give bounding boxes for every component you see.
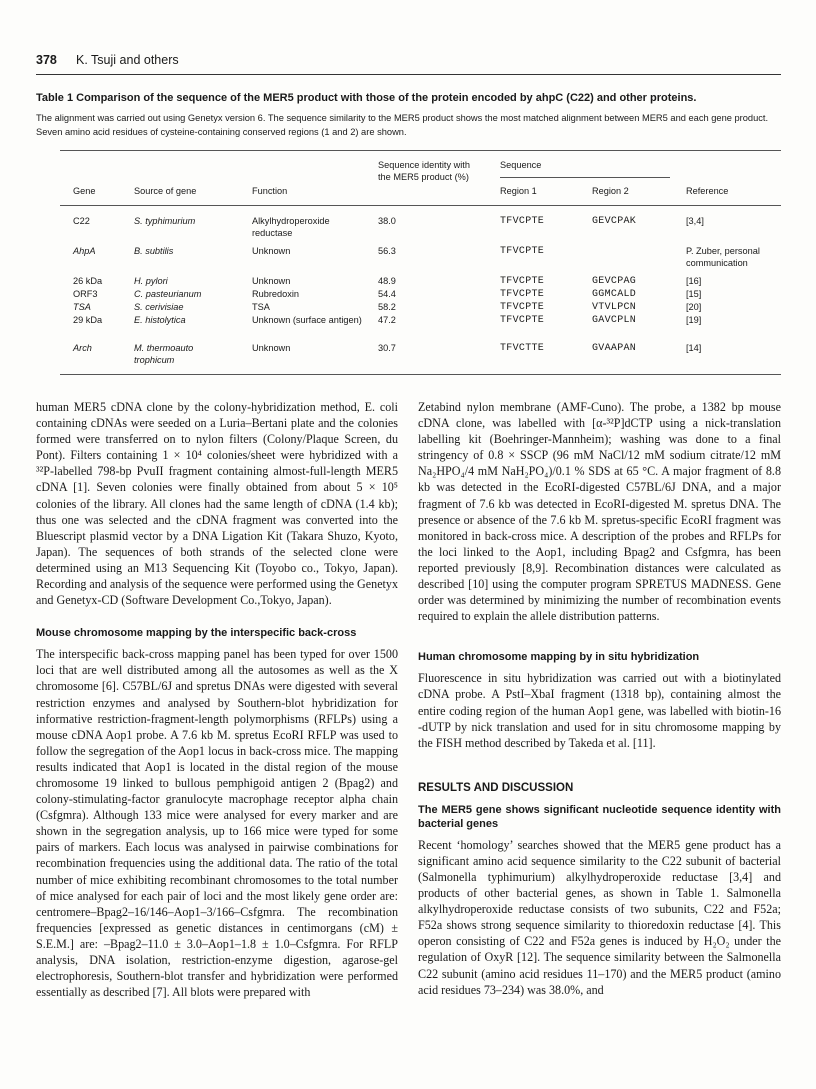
running-head: K. Tsuji and others (76, 53, 179, 67)
row-region2: GEVCPAK (592, 216, 637, 227)
col-header-gene: Gene (73, 186, 96, 196)
row-region1: TFVCPTE (500, 315, 545, 326)
table-top-rule (60, 150, 781, 151)
row-function: Unknown (252, 246, 291, 256)
row-identity: 30.7 (378, 343, 396, 353)
row-reference: [14] (686, 343, 702, 353)
row-source: M. thermoauto trophicum (134, 343, 194, 365)
row-identity: 56.3 (378, 246, 396, 256)
row-reference: [3,4] (686, 216, 704, 226)
row-function: TSA (252, 302, 270, 312)
row-reference: [20] (686, 302, 702, 312)
row-function: Alkylhydroperoxide reductase (252, 216, 330, 238)
row-region1: TFVCPTE (500, 289, 545, 300)
row-identity: 38.0 (378, 216, 396, 226)
table-bottom-rule (60, 374, 781, 375)
col-header-function: Function (252, 186, 288, 196)
row-region2: GGMCALD (592, 289, 637, 300)
row-identity: 58.2 (378, 302, 396, 312)
row-region2: GVAAPAN (592, 343, 637, 354)
row-region2: VTVLPCN (592, 302, 637, 313)
col-header-region2: Region 2 (592, 186, 629, 196)
body-paragraph: Recent ‘homology’ searches showed that the MER5 gene product has a significant amino acid sequence similarity to the C22 subunit of bacterial (Salmonella typhimurium) alkylhydroperoxide reductase [3,4] and products of other bacterial genes, as shown in Table 1. Salmonella alkylhydroperoxide reductase consists of two subunits, C22 and F52a; F52a shows strong sequence similarity to thioredoxin reductase [4]. This operon consisting of C22 and F52a genes is induced by H₂O₂ under the regulation of OxyR [12]. The sequence similarity between the Salmonella C22 subunit (amino acid residues 11–170) and the MER5 product (amino acid residues 73–234) was 38.0%, and (418, 837, 781, 997)
table-note: The alignment was carried out using Genetyx version 6. The sequence similarity to the MER5 product shows the most matched alignment between MER5 and each gene product. Seven amino acid residues of cysteine-containing conserved regions (1 and 2) are shown. (36, 113, 769, 137)
row-reference: [19] (686, 315, 702, 325)
body-paragraph: Zetabind nylon membrane (AMF-Cuno). The probe, a 1382 bp mouse cDNA clone, was labelled with [α-³²P]dCTP using a nick-translation labelling kit (Boehringer-Mannheim); washing was done to a final stringency of 0.8 × SSCP (96 mM NaCl/12 mM sodium citrate/12 mM Na₂HPO₄/4 mM NaH₂PO₄)/0.1 % SDS at 65 °C. A major fragment of 8.8 kb was detected in the EcoRI-digested C57BL/6J DNA, and a major fragment of 7.6 kb was detected in EcoRI-digested M. spretus DNA. The presence or absence of the 7.6 kb M. spretus-specific EcoRI fragment was monitored in back-cross mice. A description of the probes and RFLPs for the loci linked to the Aop1, including Bpag2 and Csfgmra, has been reported previously [8,9]. Recombination distances were calculated as described [10] using the computer program SPRETUS MADNESS. Gene order was determined by minimizing the number of recombination events required to explain the allele distribution patterns. (418, 400, 781, 624)
table-header-rule (60, 205, 781, 206)
col-header-sequence: Sequence (500, 160, 542, 170)
row-gene: 26 kDa (73, 276, 103, 286)
row-gene: AhpA (73, 246, 96, 256)
row-reference: [15] (686, 289, 702, 299)
subsection-heading: The MER5 gene shows significant nucleotide sequence identity with bacterial genes (418, 803, 781, 830)
row-reference: [16] (686, 276, 702, 286)
row-region1: TFVCTTE (500, 343, 545, 354)
right-column (418, 399, 781, 998)
row-reference: P. Zuber, personal communication (686, 246, 760, 268)
row-source: S. cerivisiae (134, 302, 184, 312)
row-function: Unknown (252, 343, 291, 353)
row-region1: TFVCPTE (500, 216, 545, 227)
row-gene: Arch (73, 343, 92, 353)
table-caption: Table 1 Comparison of the sequence of the MER5 product with those of the protein encoded by ahpC (C22) and other proteins. (36, 92, 697, 104)
row-identity: 47.2 (378, 315, 396, 325)
row-region1: TFVCPTE (500, 246, 545, 257)
section-heading: Human chromosome mapping by in situ hybridization (418, 651, 700, 664)
row-region1: TFVCPTE (500, 302, 545, 313)
col-header-reference: Reference (686, 186, 729, 196)
row-source: C. pasteurianum (134, 289, 202, 299)
page-number: 378 (36, 53, 57, 67)
row-region2: GAVCPLN (592, 315, 637, 326)
body-paragraph: Fluorescence in situ hybridization was carried out with a biotinylated cDNA probe. A PstI–XbaI fragment (1318 bp), containing almost the entire coding region of the human Aop1 gene, was labelled with biotin-16 -dUTP by nick translation and used for in situ chromosome mapping by the FISH method described by Takeda et al. [11]. (418, 671, 781, 750)
row-source: B. subtilis (134, 246, 174, 256)
row-gene: 29 kDa (73, 315, 103, 325)
row-region2: GEVCPAG (592, 276, 637, 287)
row-source: E. histolytica (134, 315, 186, 325)
body-paragraph: human MER5 cDNA clone by the colony-hybridization method, E. coli containing cDNAs were seeded on a Luria–Bertani plate and the colonies formed were transferred on to nylon filters (Colony/Plaque Screen, du Pont). Filters containing 1 × 10⁴ colonies/sheet were hybridized with a ³²P-labelled 798-bp PvuII fragment containing almost-full-length MER5 cDNA [1]. Seven colonies were finally obtained from about 5 × 10⁵ colonies of the library. All clones had the same length of cDNA (1.4 kb); thus one was selected and the cDNA fragment was converted into the Bluescript plasmid vector by a DNA Ligation Kit (Takara Shuzo, Kyoto, Japan). The sequences of both strands of the selected clone were determined using an M13 Sequencing Kit (Toyobo co., Tokyo, Japan). Recording and analysis of the sequence were performed using the Genetyx and Genetyx-CD (Software Development Co.,Tokyo, Japan). (36, 400, 399, 608)
col-header-source: Source of gene (134, 186, 197, 196)
section-heading: Mouse chromosome mapping by the interspecific back-cross (36, 627, 357, 640)
header-rule (36, 74, 781, 75)
sequence-subrule (500, 177, 670, 178)
left-column (36, 399, 398, 1000)
row-gene: ORF3 (73, 289, 98, 299)
page-header (36, 53, 781, 73)
row-identity: 48.9 (378, 276, 396, 286)
col-header-identity: Sequence identity with the MER5 product (%) (378, 160, 470, 182)
row-source: H. pylori (134, 276, 168, 286)
row-function: Rubredoxin (252, 289, 299, 299)
row-source: S. typhimurium (134, 216, 196, 226)
row-gene: TSA (73, 302, 91, 312)
body-paragraph: The interspecific back-cross mapping panel has been typed for over 1500 loci that are well distributed among all the autosomes as well as the X chromosome [6]. C57BL/6J and spretus DNAs were digested with several restriction enzymes and analysed by Southern-blot hybridization for informative restriction-fragment-length polymorphisms (RFLPs) using a mouse cDNA Aop1 probe. A 7.6 kb M. spretus EcoRI RFLP was used to follow the segregation of the Aop1 locus in back-cross mice. The mapping results indicated that Aop1 is located in the distal region of the mouse chromosome 19 linked to bullous pemphigoid antigen 2 (Bpag2) and colony-stimulating-factor granulocyte macrophage receptor alpha chain (Csfgmra). Although 133 mice were analysed for every marker and are shown in the segregation analysis, up to 166 mice were typed for some pairs of markers. Each locus was analysed in pairwise combinations for recombination frequencies using the additional data. The ratio of the total number of mice exhibiting recombinant chromosomes to the total number of mice analysed for each pair of loci and the most likely gene order are: centromere–Bpag2–16/146–Aop1–3/166–Csfgmra. The recombination frequencies [expressed as genetic distances in centimorgans (cM) ± S.E.M.] are: –Bpag2–11.0 ± 3.0–Aop1–1.8 ± 1.0–Csfgmra. For RFLP analysis, DNA isolation, restriction-enzyme digestion, agarose-gel electrophoresis, Southern-blot transfer and hybridization were performed essentially as described [7]. All blots were prepared with (36, 647, 398, 1000)
row-gene: C22 (73, 216, 90, 226)
row-function: Unknown (surface antigen) (252, 315, 362, 325)
results-heading: RESULTS AND DISCUSSION (418, 781, 574, 794)
row-region1: TFVCPTE (500, 276, 545, 287)
col-header-region1: Region 1 (500, 186, 537, 196)
row-identity: 54.4 (378, 289, 396, 299)
row-function: Unknown (252, 276, 291, 286)
